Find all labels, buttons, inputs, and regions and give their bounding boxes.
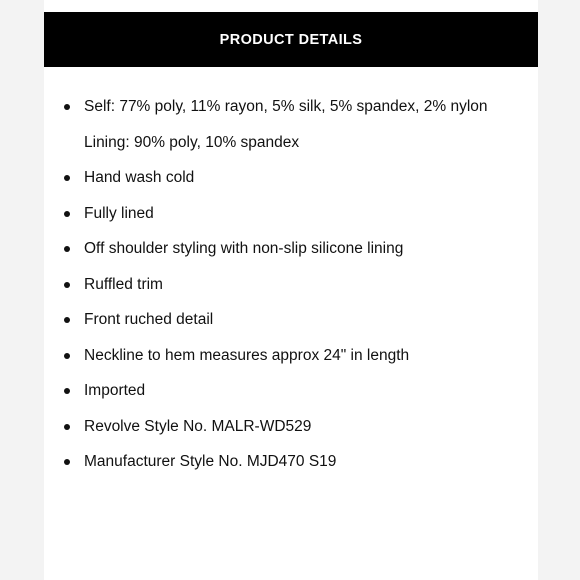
bullet-icon <box>64 459 70 465</box>
list-item <box>44 267 538 303</box>
bullet-icon <box>64 104 70 110</box>
list-item-text: Lining: 90% poly, 10% spandex <box>84 133 300 151</box>
list-item-text: Hand wash cold <box>84 169 195 186</box>
list-item <box>44 302 538 338</box>
product-details-panel <box>44 0 538 580</box>
bullet-icon <box>64 388 70 394</box>
bullet-icon <box>64 282 70 288</box>
list-item-text: Revolve Style No. MALR-WD529 <box>84 417 312 435</box>
list-item <box>44 409 538 445</box>
list-item-text: Ruffled trim <box>84 275 163 293</box>
bullet-icon <box>64 175 70 181</box>
product-details-list <box>44 89 538 480</box>
bullet-icon <box>64 424 70 430</box>
list-item-continuation <box>44 125 538 161</box>
product-details-header <box>44 12 538 67</box>
bullet-icon <box>64 246 70 252</box>
list-item <box>44 231 538 267</box>
bullet-icon <box>64 353 70 359</box>
list-item-text: Imported <box>84 382 146 399</box>
list-item <box>44 160 538 196</box>
bullet-icon <box>64 211 70 217</box>
list-item <box>44 444 538 480</box>
list-item-text: Self: 77% poly, 11% rayon, 5% silk, 5% spandex, 2% nylon <box>84 98 488 115</box>
list-item <box>44 196 538 232</box>
list-item <box>44 89 538 125</box>
list-item-text: Neckline to hem measures approx 24" in length <box>84 346 410 364</box>
list-item <box>44 373 538 409</box>
list-item-text: Fully lined <box>84 204 154 222</box>
list-item-text: Front ruched detail <box>84 311 214 328</box>
list-item <box>44 338 538 374</box>
list-item-text: Off shoulder styling with non-slip silicone lining <box>84 240 404 257</box>
list-item-text: Manufacturer Style No. MJD470 S19 <box>84 453 337 470</box>
header-title: PRODUCT DETAILS <box>219 31 363 48</box>
bullet-icon <box>64 317 70 323</box>
